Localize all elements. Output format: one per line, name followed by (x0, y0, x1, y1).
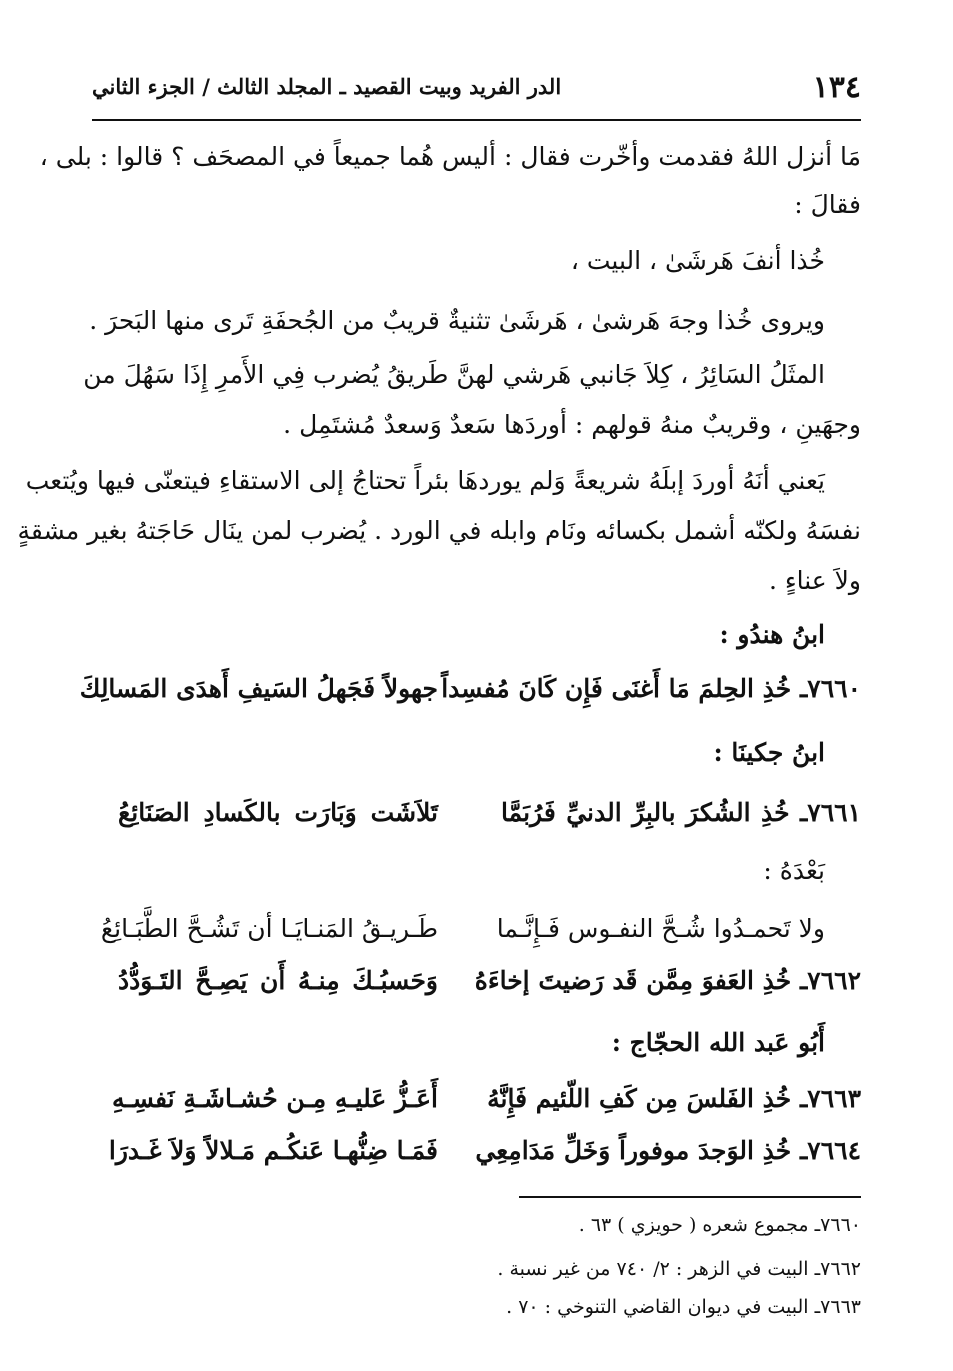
para1-line1: مَا أنزل اللهُ فقدمت وأخّرت فقال : أليس هُما جميعاً في المصحَف ؟ قالوا : بلى ، (39, 142, 861, 171)
poet-heading-3: بَعْدَهُ : (763, 856, 825, 885)
header-rule (92, 119, 861, 121)
verse-7660-second-hemistich: جهولاً فَجَهلُ السَيفِ أَهدَى المَسالِكَ (79, 674, 438, 703)
para4-line3: ولاَ عناءٍ . (768, 566, 861, 595)
verse-7661 (92, 798, 861, 838)
verse-7662 (92, 966, 861, 1006)
verse-7663 (92, 1084, 861, 1124)
verse-7662-second-hemistich: وَحَسبُـكَ مِنـهُ أَن يَصِـحَّ التَـوَدُّدُ (118, 966, 438, 995)
page-number: ١٣٤ (812, 70, 861, 105)
verse-7661-second-hemistich: تَلاَشَت وَبَارَت بالكَسادِ الصَنَائِعُ (118, 798, 438, 827)
poet-heading-2: ابنُ جكينَا : (713, 738, 825, 767)
verse-7660 (79, 674, 861, 714)
verse-7663-first-hemistich: ٧٦٦٣ـ خُذِ الفَلسَ مِن كَفِ اللّئيم فَإِنَّهُ (487, 1084, 861, 1113)
verse-7660-first-hemistich: ٧٦٦٠ـ خُذِ الحِلمَ مَا أَغنَى فَإِن كَانَ مُفسِداً (441, 674, 861, 703)
verse-7664-second-hemistich: فَمَـا ضِنُّهـا عَنكُـم مَـلالاً وَلاَ غَـدرَا (108, 1136, 438, 1165)
poet-heading-4: أَبُو عَبد الله الحجّاج : (611, 1028, 825, 1057)
footnote-rule (519, 1196, 861, 1198)
verse-7664-first-hemistich: ٧٦٦٤ـ خُذِ الوَجدَ موفوراً وَخَلِّ مَدَامِعِي (475, 1136, 861, 1165)
verse-unnumbered-first-hemistich: ولا تَحمـدُوا شُـحَّ النفـوس فَـإِنَّـما (496, 914, 825, 943)
quote-line: خُذا أنفَ هَرشَىٰ ، البيت ، (570, 246, 825, 275)
verse-7662-first-hemistich: ٧٦٦٢ـ خُذِ العَفوَ مِمَّن قَد رَضيتَ إخاءَهُ (474, 966, 861, 995)
footnote-7660: ٧٦٦٠ـ مجموع شعره ( حويزي ) ٦٣ . (578, 1214, 861, 1236)
running-title: الدر الفريد وبيت القصيد ـ المجلد الثالث / الجزء الثاني (92, 74, 562, 99)
para3-line2: وجهَينِ ، وقريبٌ منهُ قولهم : أوردَها سَعدٌ وَسعدٌ مُشتَمِل . (283, 410, 861, 439)
para2-line1: ويروى خُذا وجهَ هَرشىٰ ، هَرشَىٰ تثنيةٌ قريبٌ من الجُحفَةِ تَرى منها البَحرَ . (89, 306, 825, 335)
verse-7664 (92, 1136, 861, 1176)
page-header (92, 64, 861, 104)
verse-7661-first-hemistich: ٧٦٦١ـ خُذِ الشُكرَ بالبِرِّ الدنيِّ فَرُبَمَّا (501, 798, 861, 827)
para4-line1: يَعني أنَهُ أوردَ إبلَهُ شريعةً وَلم يوردهَا بئراً تحتاجُ إلى الاستقاءِ فيتعنّى فيها ويُتعب (25, 466, 825, 495)
para3-line1: المثَلُ السَائِرُ ، كِلاَ جَانبي هَرشي لهنَّ طَريقُ يُضرب فِي الأَمرِ إِذَا سَهُلَ من (83, 360, 825, 389)
verse-7663-second-hemistich: أَعَـزُّ عَليـهِ مِـن حُشـاشَـةِ نَفسِـهِ (111, 1084, 438, 1113)
footnote-7663: ٧٦٦٣ـ البيت في ديوان القاضي التنوخي : ٧٠ . (506, 1296, 861, 1318)
poet-heading-1: ابنُ هندُو : (719, 620, 825, 649)
verse-unnumbered-second-hemistich: طَـريـقُ المَنـايَـا أن تَشُـحَّ الطَّبَـائِعُ (100, 914, 438, 943)
verse-unnumbered (92, 914, 861, 954)
para4-line2: نفسَهُ ولكنّه أشمل بكسائه ونَام وابله في الورد . يُضرب لمن ينَال حَاجَتهُ بغير مشقةٍ (17, 516, 861, 545)
footnote-7662: ٧٦٦٢ـ البيت في الزهر : ٢/ ٧٤٠ من غير نسبة . (497, 1258, 861, 1280)
para1-line2: فقالَ : (794, 190, 861, 219)
book-page (17, 0, 861, 1371)
